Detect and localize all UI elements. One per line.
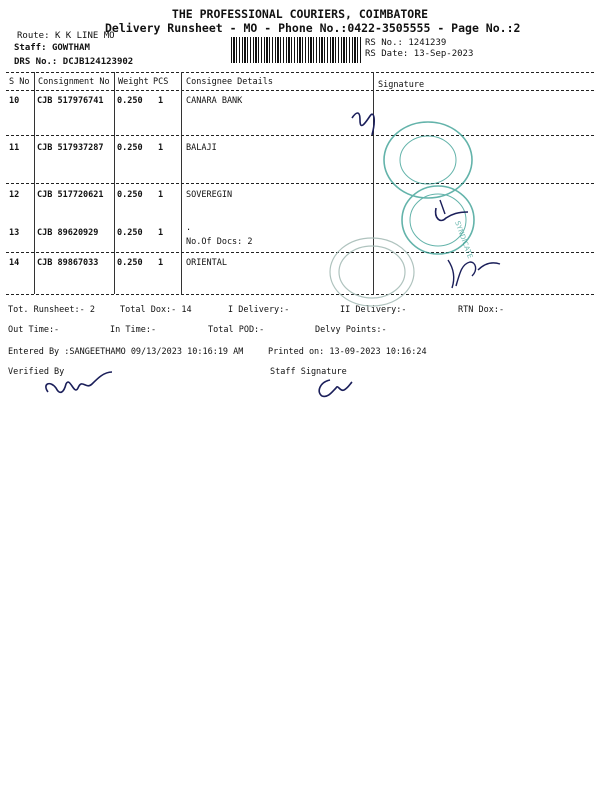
rs-no-value: 1241239 (408, 38, 447, 48)
cell-consignment: CJB 89867033 (37, 258, 99, 268)
cell-consignment: CJB 89620929 (37, 228, 99, 238)
tot-runsheet: Tot. Runsheet:- 2 (8, 305, 95, 315)
drs-value: DCJB124123902 (62, 57, 134, 67)
delvy-points: Delvy Points:- (315, 325, 387, 335)
cell-details: ORIENTAL (186, 258, 227, 268)
cell-pcs: 1 (158, 228, 164, 238)
entered-by: Entered By :SANGEETHAMO 09/13/2023 10:16:19 AM (8, 347, 244, 357)
in-time: In Time:- (110, 325, 157, 335)
out-time: Out Time:- (8, 325, 60, 335)
cell-pcs: 1 (158, 190, 164, 200)
rs-date-value: 13-Sep-2023 (413, 49, 474, 59)
cell-pcs: 1 (158, 258, 164, 268)
page-subtitle: Delivery Runsheet - MO - Phone No.:0422-3505555 - Page No.:2 (105, 21, 521, 35)
route-label: Route: (17, 31, 50, 41)
staff-value: GOWTHAM (51, 43, 90, 53)
rs-no-label: RS No.: (365, 38, 403, 48)
cell-details: . (186, 223, 192, 233)
cell-sno: 12 (9, 190, 20, 200)
rs-date-label: RS Date: (365, 49, 409, 59)
page-title: THE PROFESSIONAL COURIERS, COIMBATORE (171, 7, 429, 21)
i-delivery: I Delivery:- (228, 305, 290, 315)
cell-weight: 0.250 (117, 228, 143, 238)
stamp-text: SYNDICATE (453, 219, 475, 260)
cell-weight: 0.250 (117, 258, 143, 268)
route-value: K K LINE MO (54, 31, 115, 41)
cell-details: CANARA BANK (186, 96, 243, 106)
cell-weight: 0.250 (117, 96, 143, 106)
cell-weight: 0.250 (117, 190, 143, 200)
rtn-dox: RTN Dox:- (458, 305, 505, 315)
staff-signature-label: Staff Signature (270, 367, 347, 377)
cell-details: BALAJI (186, 143, 217, 153)
col-header-consignment: Consignment No (38, 77, 110, 87)
col-header-weight: Weight (118, 77, 149, 87)
verified-by-label: Verified By (8, 367, 65, 377)
col-header-signature: Signature (378, 80, 425, 90)
cell-sno: 14 (9, 258, 20, 268)
col-header-details: Consignee Details (186, 77, 273, 87)
total-pod: Total POD:- (208, 325, 265, 335)
staff-label: Staff: (14, 43, 47, 53)
cell-weight: 0.250 (117, 143, 143, 153)
cell-sno: 10 (9, 96, 20, 106)
drs-label: DRS No.: (14, 57, 58, 67)
cell-sno: 13 (9, 228, 20, 238)
cell-note: No.Of Docs: 2 (186, 237, 253, 247)
col-header-sno: S No (9, 77, 30, 87)
cell-consignment: CJB 517720621 (37, 190, 104, 200)
total-dox: Total Dox:- 14 (120, 305, 192, 315)
col-header-pcs: PCS (153, 77, 169, 87)
ii-delivery: II Delivery:- (340, 305, 407, 315)
cell-consignment: CJB 517976741 (37, 96, 104, 106)
cell-pcs: 1 (158, 96, 164, 106)
cell-pcs: 1 (158, 143, 164, 153)
cell-sno: 11 (9, 143, 20, 153)
cell-consignment: CJB 517937287 (37, 143, 104, 153)
cell-details: SOVEREGIN (186, 190, 233, 200)
printed-on: Printed on: 13-09-2023 10:16:24 (268, 347, 427, 357)
